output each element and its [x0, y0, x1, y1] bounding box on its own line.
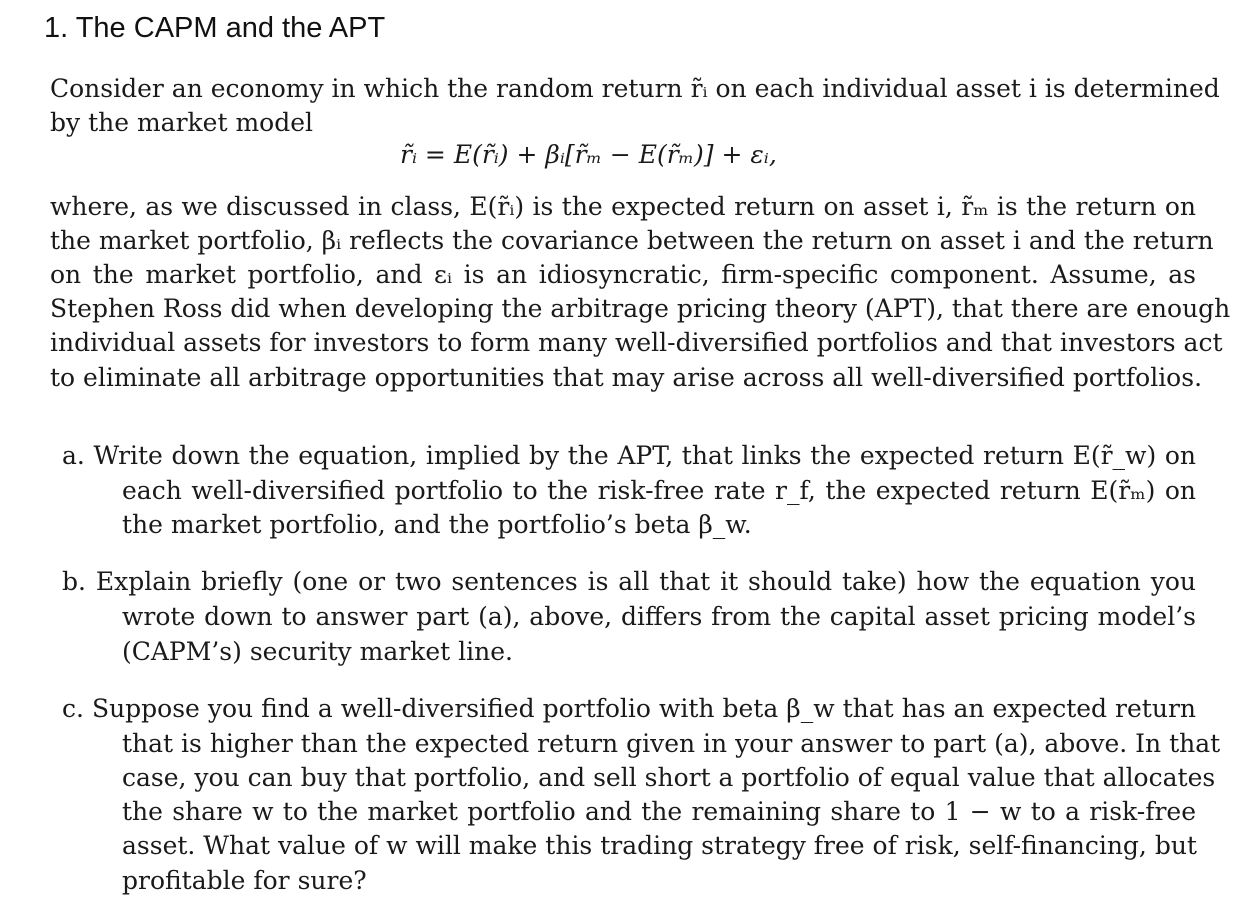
question-line: the market portfolio, and the portfolio’s beta β_w.	[122, 510, 752, 539]
body-line: the market portfolio, βᵢ reflects the covariance between the return on asset i and the return	[50, 226, 1214, 255]
question-line: (CAPM’s) security market line.	[122, 637, 513, 666]
question-line: a. Write down the equation, implied by the APT, that links the expected return E(r̃_w) on	[62, 441, 1196, 470]
body-line: where, as we discussed in class, E(r̃ᵢ) is the expected return on asset i, r̃ₘ is the return on	[50, 192, 1196, 221]
body-line: Stephen Ross did when developing the arbitrage pricing theory (APT), that there are enough	[50, 294, 1231, 323]
question-line: asset. What value of w will make this trading strategy free of risk, self-financing, but	[122, 831, 1197, 860]
question-line: b. Explain briefly (one or two sentences is all that it should take) how the equation you	[62, 567, 1196, 596]
question-line: the share w to the market portfolio and the remaining share to 1 − w to a risk-free	[122, 797, 1196, 826]
question-line: case, you can buy that portfolio, and sell short a portfolio of equal value that allocates	[122, 763, 1216, 792]
question-line: that is higher than the expected return given in your answer to part (a), above. In that	[122, 729, 1221, 758]
section-heading: 1. The CAPM and the APT	[44, 12, 386, 44]
body-line: to eliminate all arbitrage opportunities that may arise across all well-diversified portfolios.	[50, 363, 1203, 392]
intro-line: Consider an economy in which the random return r̃ᵢ on each individual asset i is determined	[50, 74, 1220, 103]
question-line: wrote down to answer part (a), above, differs from the capital asset pricing model’s	[122, 602, 1196, 631]
question-line: profitable for sure?	[122, 866, 367, 895]
body-line: individual assets for investors to form many well-diversified portfolios and that investors act	[50, 328, 1223, 357]
question-line: each well-diversified portfolio to the risk-free rate r_f, the expected return E(r̃ₘ) on	[122, 476, 1196, 505]
body-line: on the market portfolio, and εᵢ is an idiosyncratic, firm-specific component. Assume, as	[50, 260, 1196, 289]
market-model-equation: r̃ᵢ = E(r̃ᵢ) + βᵢ[r̃ₘ − E(r̃ₘ)] + εᵢ,	[400, 140, 777, 169]
question-line: c. Suppose you find a well-diversified portfolio with beta β_w that has an expected return	[62, 694, 1196, 723]
intro-line: by the market model	[50, 108, 314, 137]
